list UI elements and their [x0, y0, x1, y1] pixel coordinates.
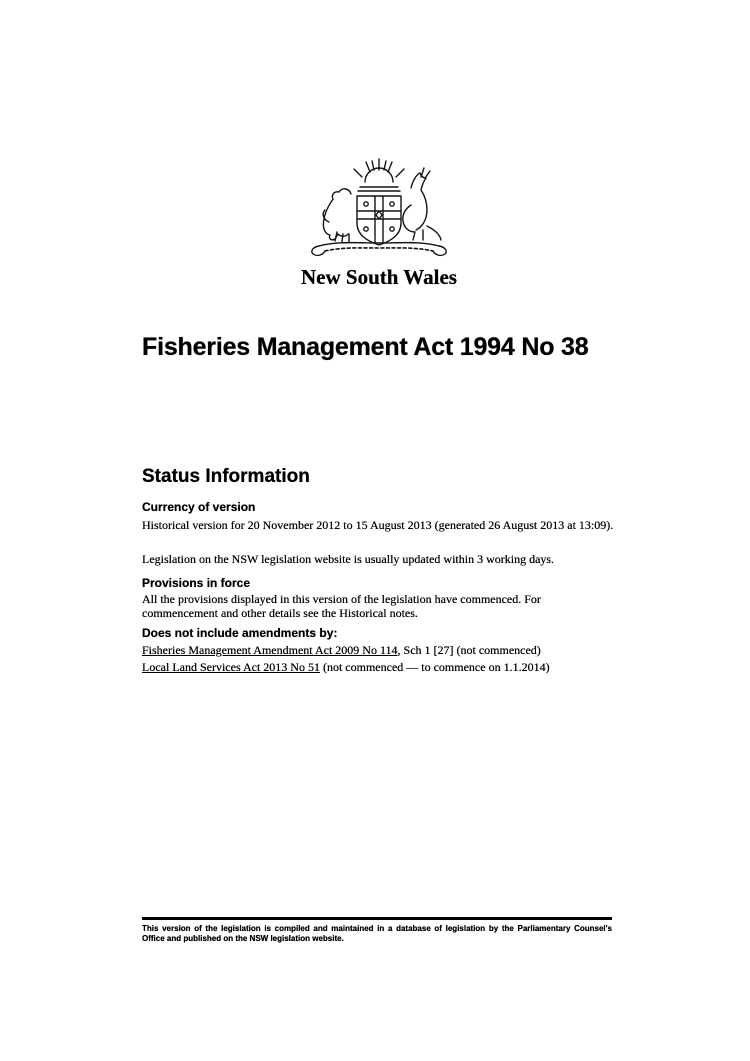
currency-paragraph: Historical version for 20 November 2012 to 15 August 2013 (generated 26 August 2013 at 13:09).	[142, 518, 614, 532]
currency-update-note: Legislation on the NSW legislation website is usually updated within 3 working days.	[142, 552, 555, 566]
provisions-in-force-heading: Provisions in force	[142, 576, 251, 590]
amendment-item	[142, 643, 614, 657]
amendment-item	[142, 660, 614, 674]
provisions-paragraph: All the provisions displayed in this version of the legislation have commenced. For commencement and other details see the Historical notes.	[142, 592, 541, 620]
amendments-heading: Does not include amendments by:	[142, 626, 338, 640]
emblem-caption: New South Wales	[301, 265, 457, 289]
nsw-coat-of-arms-icon	[299, 150, 459, 263]
status-information-heading: Status Information	[142, 466, 310, 487]
amendment-item-detail: (not commenced — to commence on 1.1.2014)	[319, 660, 550, 674]
amendment-item-detail: , Sch 1 [27] (not commenced)	[397, 643, 541, 657]
act-title: Fisheries Management Act 1994 No 38	[142, 333, 589, 361]
footer-note: This version of the legislation is compiled and maintained in a database of legislation by the Parliamentary Counsel's Office and published on the NSW legislation website.	[142, 924, 612, 943]
currency-of-version-heading: Currency of version	[142, 500, 256, 514]
emblem-container	[297, 150, 461, 268]
amendment-act-link[interactable]: Fisheries Management Amendment Act 2009 No 114	[142, 643, 398, 657]
amendment-act-link[interactable]: Local Land Services Act 2013 No 51	[142, 660, 320, 674]
footer-divider	[142, 917, 612, 920]
